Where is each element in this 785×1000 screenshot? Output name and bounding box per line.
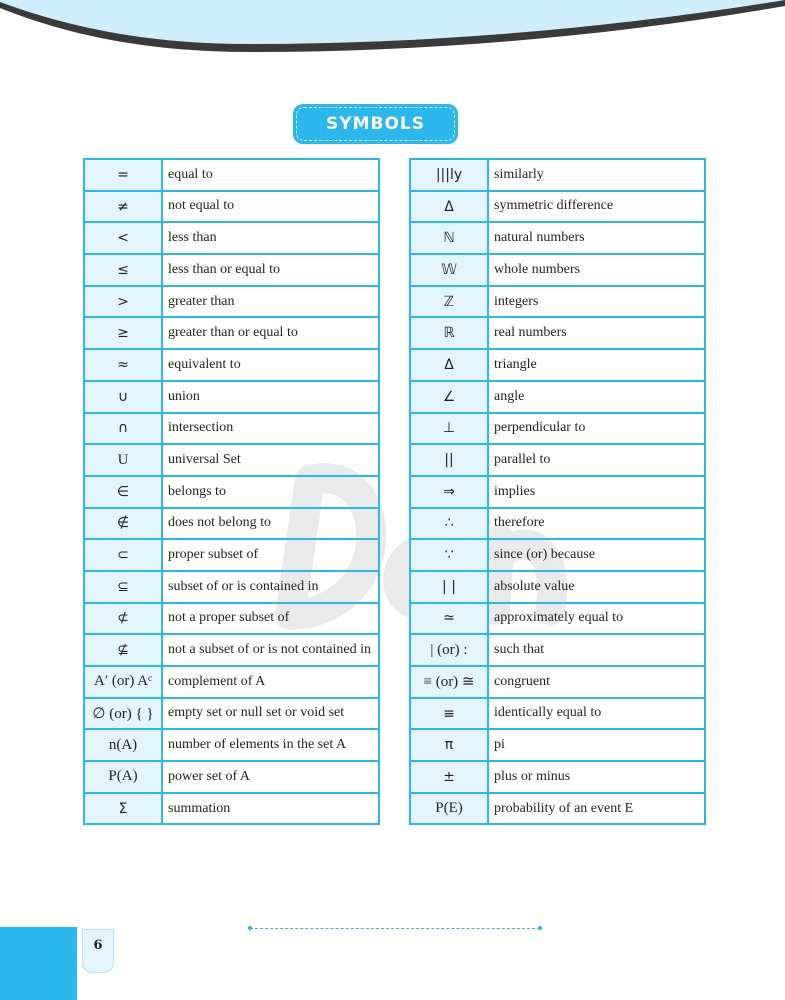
symbol-cell: ≤ [84, 254, 162, 286]
page-number-tab [82, 929, 114, 973]
page-corner-tab [0, 927, 77, 1000]
symbols-table-right [409, 158, 706, 825]
symbol-cell: || [410, 444, 488, 476]
symbol-cell: ∩ [84, 413, 162, 445]
meaning-cell: equal to [162, 159, 379, 191]
symbol-cell: ∉ [84, 508, 162, 540]
header-swoosh [0, 0, 785, 60]
table-row [84, 571, 379, 603]
page-title: SYMBOLS [326, 114, 425, 134]
symbol-cell: U [84, 444, 162, 476]
table-row [84, 413, 379, 445]
meaning-cell: symmetric difference [488, 191, 705, 223]
table-row [410, 603, 705, 635]
table-row [410, 729, 705, 761]
table-row [410, 349, 705, 381]
table-row [84, 634, 379, 666]
meaning-cell: plus or minus [488, 761, 705, 793]
symbol-cell: A′ (or) Aᶜ [84, 666, 162, 698]
meaning-cell: greater than [162, 286, 379, 318]
table-row [84, 159, 379, 191]
meaning-cell: probability of an event E [488, 793, 705, 825]
symbol-cell: ≡ [410, 698, 488, 730]
symbol-cell: Σ [84, 793, 162, 825]
symbol-cell: ⊈ [84, 634, 162, 666]
meaning-cell: universal Set [162, 444, 379, 476]
table-row [84, 666, 379, 698]
table-row [410, 634, 705, 666]
table-row [410, 317, 705, 349]
symbol-cell: n(A) [84, 729, 162, 761]
symbol-cell: ≠ [84, 191, 162, 223]
symbol-cell: | | [410, 571, 488, 603]
symbol-cell: Δ [410, 191, 488, 223]
symbol-cell: ⊂ [84, 539, 162, 571]
meaning-cell: not a subset of or is not contained in [162, 634, 379, 666]
meaning-cell: does not belong to [162, 508, 379, 540]
table-row [410, 286, 705, 318]
symbol-cell: ≡ (or) ≅ [410, 666, 488, 698]
table-row [84, 349, 379, 381]
meaning-cell: summation [162, 793, 379, 825]
symbol-cell: < [84, 222, 162, 254]
meaning-cell: natural numbers [488, 222, 705, 254]
title-badge [293, 104, 458, 144]
meaning-cell: triangle [488, 349, 705, 381]
table-row [410, 539, 705, 571]
meaning-cell: such that [488, 634, 705, 666]
symbol-cell: ∴ [410, 508, 488, 540]
table-row [410, 159, 705, 191]
symbol-cell: Δ [410, 349, 488, 381]
table-row [84, 698, 379, 730]
table-row [410, 761, 705, 793]
table-row [84, 381, 379, 413]
meaning-cell: not equal to [162, 191, 379, 223]
symbol-cell: ℕ [410, 222, 488, 254]
meaning-cell: integers [488, 286, 705, 318]
symbol-cell: > [84, 286, 162, 318]
symbols-table-left [83, 158, 380, 825]
table-row [84, 539, 379, 571]
table-row [410, 793, 705, 825]
meaning-cell: perpendicular to [488, 413, 705, 445]
symbol-cell: P(A) [84, 761, 162, 793]
meaning-cell: empty set or null set or void set [162, 698, 379, 730]
meaning-cell: complement of A [162, 666, 379, 698]
symbol-cell: ℝ [410, 317, 488, 349]
meaning-cell: not a proper subset of [162, 603, 379, 635]
meaning-cell: number of elements in the set A [162, 729, 379, 761]
meaning-cell: implies [488, 476, 705, 508]
symbol-cell: ⇒ [410, 476, 488, 508]
symbol-cell: = [84, 159, 162, 191]
symbol-cell: ∅ (or) { } [84, 698, 162, 730]
table-row [410, 191, 705, 223]
symbol-cell: ∵ [410, 539, 488, 571]
symbol-cell: ⊆ [84, 571, 162, 603]
meaning-cell: therefore [488, 508, 705, 540]
meaning-cell: similarly [488, 159, 705, 191]
meaning-cell: real numbers [488, 317, 705, 349]
symbol-cell: ℤ [410, 286, 488, 318]
symbol-cell: P(E) [410, 793, 488, 825]
symbol-cell: ∠ [410, 381, 488, 413]
table-row [84, 508, 379, 540]
meaning-cell: belongs to [162, 476, 379, 508]
meaning-cell: whole numbers [488, 254, 705, 286]
table-row [410, 222, 705, 254]
meaning-cell: equivalent to [162, 349, 379, 381]
meaning-cell: pi [488, 729, 705, 761]
table-row [84, 476, 379, 508]
table-row [84, 191, 379, 223]
meaning-cell: approximately equal to [488, 603, 705, 635]
table-row [410, 381, 705, 413]
meaning-cell: proper subset of [162, 539, 379, 571]
meaning-cell: since (or) because [488, 539, 705, 571]
meaning-cell: power set of A [162, 761, 379, 793]
table-row [84, 254, 379, 286]
table-row [84, 286, 379, 318]
symbol-cell: ⊄ [84, 603, 162, 635]
table-row [410, 444, 705, 476]
table-row [84, 317, 379, 349]
symbol-cell: ⊥ [410, 413, 488, 445]
symbol-cell: ≃ [410, 603, 488, 635]
symbol-cell: ≥ [84, 317, 162, 349]
meaning-cell: angle [488, 381, 705, 413]
table-row [84, 793, 379, 825]
table-row [410, 571, 705, 603]
table-row [410, 666, 705, 698]
symbol-cell: 𝕎 [410, 254, 488, 286]
table-row [84, 729, 379, 761]
symbol-cell: π [410, 729, 488, 761]
symbol-cell: |||ly [410, 159, 488, 191]
meaning-cell: identically equal to [488, 698, 705, 730]
table-row [84, 603, 379, 635]
meaning-cell: union [162, 381, 379, 413]
table-row [84, 761, 379, 793]
symbol-cell: ∪ [84, 381, 162, 413]
meaning-cell: less than or equal to [162, 254, 379, 286]
symbol-cell: ± [410, 761, 488, 793]
meaning-cell: greater than or equal to [162, 317, 379, 349]
table-row [84, 222, 379, 254]
meaning-cell: less than [162, 222, 379, 254]
symbol-cell: ∈ [84, 476, 162, 508]
meaning-cell: congruent [488, 666, 705, 698]
table-row [410, 254, 705, 286]
meaning-cell: intersection [162, 413, 379, 445]
meaning-cell: absolute value [488, 571, 705, 603]
table-row [410, 508, 705, 540]
table-row [410, 698, 705, 730]
footer-divider [250, 928, 540, 929]
meaning-cell: subset of or is contained in [162, 571, 379, 603]
meaning-cell: parallel to [488, 444, 705, 476]
symbol-cell: | (or) : [410, 634, 488, 666]
table-row [410, 476, 705, 508]
table-row [84, 444, 379, 476]
table-row [410, 413, 705, 445]
page-number: 6 [93, 938, 103, 953]
symbol-cell: ≈ [84, 349, 162, 381]
